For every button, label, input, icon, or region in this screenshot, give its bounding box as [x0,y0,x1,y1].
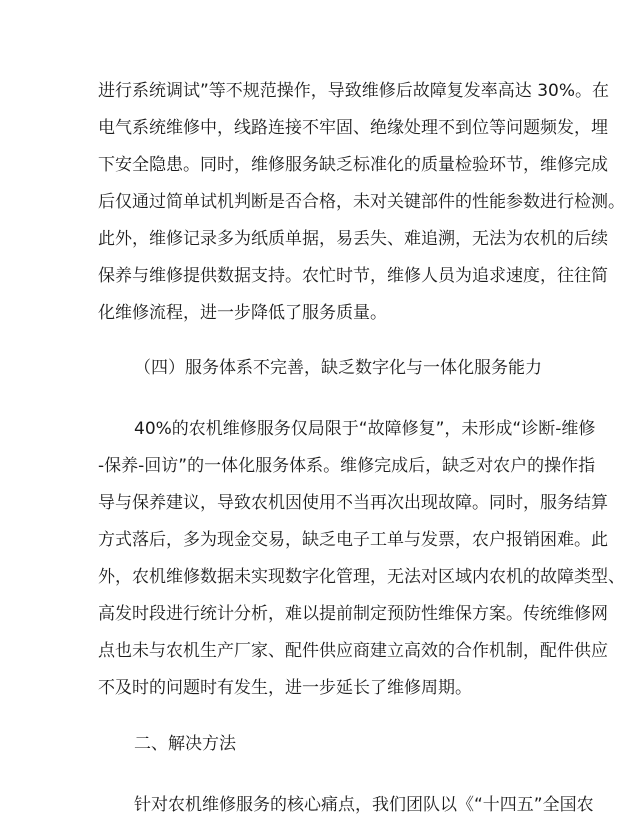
paragraph-line: 外，农机维修数据未实现数字化管理，无法对区域内农机的故障类型、 [98,567,625,587]
paragraph-line: 针对农机维修服务的核心痛点，我们团队以《“十四五”全国农 [134,795,594,815]
paragraph-line: 下安全隐患。同时，维修服务缺乏标准化的质量检验环节，维修完成 [98,155,608,175]
paragraph-line: 电气系统维修中，线路连接不牢固、绝缘处理不到位等问题频发，埋 [98,118,608,138]
paragraph-line: 不及时的问题时有发生，进一步延长了维修周期。 [98,678,472,698]
paragraph-line: 点也未与农机生产厂家、配件供应商建立高效的合作机制，配件供应 [98,641,608,661]
paragraph-line: 此外，维修记录多为纸质单据，易丢失、难追溯，无法为农机的后续 [98,229,608,249]
paragraph-line: 导与保养建议，导致农机因使用不当再次出现故障。同时，服务结算 [98,493,608,513]
paragraph-line: -保养-回访”的一体化服务体系。维修完成后，缺乏对农户的操作指 [98,456,596,476]
paragraph-line: 保养与维修提供数据支持。农忙时节，维修人员为追求速度，往往简 [98,266,608,286]
paragraph-line: 40%的农机维修服务仅局限于“故障修复”，未形成“诊断-维修 [134,419,596,439]
paragraph-line: 高发时段进行统计分析，难以提前制定预防性维保方案。传统维修网 [98,604,608,624]
section-heading-4: （四）服务体系不完善，缺乏数字化与一体化服务能力 [134,358,542,378]
paragraph-line: 后仅通过简单试机判断是否合格，未对关键部件的性能参数进行检测。 [98,192,625,212]
paragraph-line: 进行系统调试”等不规范操作，导致维修后故障复发率高达 30%。在 [98,81,609,101]
paragraph-line: 方式落后，多为现金交易，缺乏电子工单与发票，农户报销困难。此 [98,530,608,550]
paragraph-line: 化维修流程，进一步降低了服务质量。 [98,303,387,323]
section-heading-2: 二、解决方法 [134,734,236,754]
